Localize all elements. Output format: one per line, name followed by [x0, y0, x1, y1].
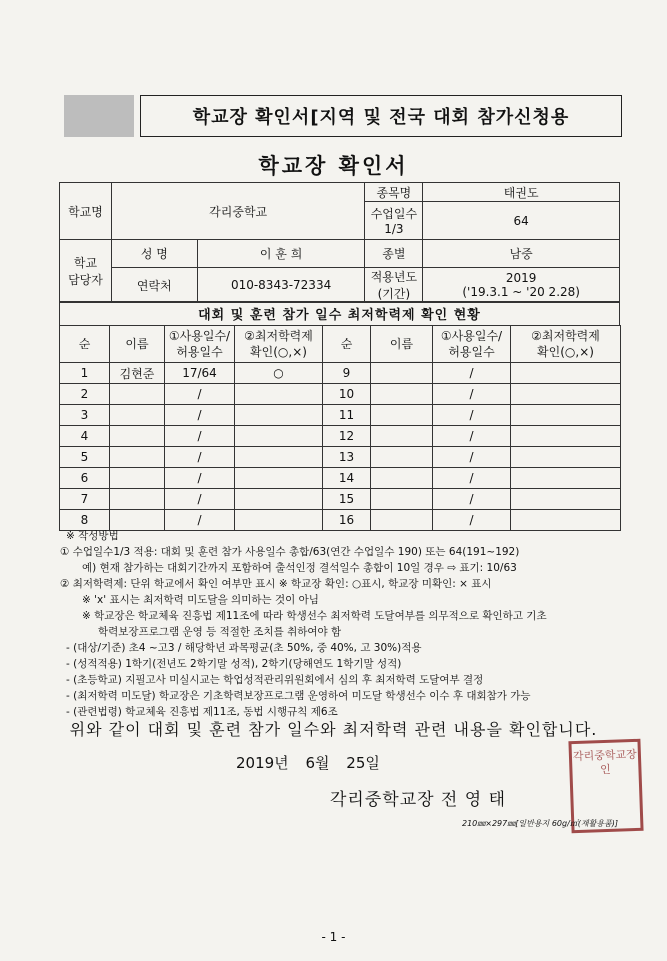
row-check: ○ — [235, 363, 323, 384]
notes-heading: ※ 작성방법 — [66, 530, 119, 542]
row-check — [235, 384, 323, 405]
row-name — [371, 384, 433, 405]
row-no: 3 — [60, 405, 110, 426]
row-days: / — [433, 510, 511, 531]
row-days: / — [165, 447, 235, 468]
note-1-example: 예) 현재 참가하는 대회기간까지 포함하여 출석인정 결석일수 총합이 10일 경우 ⇨ 표기: 10/63 — [82, 562, 517, 574]
date-month: 6월 — [305, 754, 330, 772]
row-name — [371, 405, 433, 426]
row-days: / — [433, 489, 511, 510]
header-name: 이름 — [371, 326, 433, 363]
official-seal: 각리중학교장인 — [568, 739, 643, 833]
header-min: ②최저학력제 확인(○,×) — [511, 326, 621, 363]
row-days: / — [433, 426, 511, 447]
table-row — [60, 447, 621, 468]
year-value: 2019 ('19.3.1 ~ '20 2.28) — [423, 268, 620, 303]
row-days: / — [433, 384, 511, 405]
row-check — [235, 405, 323, 426]
detail-1: - (대상/기준) 초4 ~고3 / 해당학년 과목평균(초 50%, 중 40%, 고 30%)적용 — [66, 642, 422, 654]
sport-value: 태권도 — [423, 183, 620, 202]
row-days: 17/64 — [165, 363, 235, 384]
note-2-c: 학력보장프로그램 운영 등 적절한 조치를 취하여야 함 — [98, 626, 342, 638]
row-name — [110, 405, 165, 426]
form-header — [140, 95, 622, 137]
row-check — [511, 384, 621, 405]
row-days: / — [433, 363, 511, 384]
header-days: ①사용일수/ 허용일수 — [165, 326, 235, 363]
contact-value: 010-8343-72334 — [197, 268, 365, 303]
row-name — [110, 384, 165, 405]
row-check — [511, 405, 621, 426]
table-row — [60, 489, 621, 510]
detail-3: - (초등학교) 지필고사 미실시교는 학업성적관리위원회에서 심의 후 최저학력 도달여부 결정 — [66, 674, 484, 686]
table-row — [60, 405, 621, 426]
row-no: 10 — [323, 384, 371, 405]
row-check — [511, 447, 621, 468]
row-check — [511, 363, 621, 384]
note-2: ② 최저학력제: 단위 학교에서 확인 여부만 표시 ※ 학교장 확인: ○표시, 학교장 미확인: × 표시 — [60, 578, 492, 590]
row-days: / — [433, 468, 511, 489]
header-name: 이름 — [110, 326, 165, 363]
row-no: 2 — [60, 384, 110, 405]
school-label: 학교명 — [60, 183, 112, 240]
row-days: / — [165, 384, 235, 405]
row-name — [371, 363, 433, 384]
detail-5: - (관련법령) 학교체육 진흥법 제11조, 동법 시행규칙 제6조 — [66, 706, 338, 718]
table-row — [60, 363, 621, 384]
paper-size-note: 210㎜×297㎜[일반용지 60g/㎡(재활용품)] — [462, 819, 619, 828]
principal-signature: 각리중학교장 전 영 태 — [330, 790, 507, 810]
row-no: 1 — [60, 363, 110, 384]
row-no: 6 — [60, 468, 110, 489]
gender-value: 남중 — [423, 240, 620, 268]
row-days: / — [165, 468, 235, 489]
header-min: ②최저학력제 확인(○,×) — [235, 326, 323, 363]
row-name — [110, 489, 165, 510]
row-no: 5 — [60, 447, 110, 468]
row-check — [235, 426, 323, 447]
row-no: 7 — [60, 489, 110, 510]
note-2-b: ※ 학교장은 학교체육 진흥법 제11조에 따라 학생선수 최저학력 도달여부를 의무적으로 확인하고 기초 — [82, 610, 547, 622]
row-check — [235, 489, 323, 510]
row-no: 11 — [323, 405, 371, 426]
contact-label: 연락처 — [111, 268, 197, 303]
note-1: ① 수업일수1/3 적용: 대회 및 훈련 참가 사용일수 총합/63(연간 수업일수 190) 또는 64(191~192) — [60, 546, 520, 558]
table-row — [60, 468, 621, 489]
row-no: 12 — [323, 426, 371, 447]
row-name — [110, 447, 165, 468]
note-2-a: ※ 'x' 표시는 최저학력 미도달을 의미하는 것이 아님 — [82, 594, 319, 606]
row-days: / — [165, 405, 235, 426]
writing-instructions — [60, 528, 640, 720]
gray-label-box — [64, 95, 134, 137]
row-days: / — [433, 405, 511, 426]
form-header-title: 학교장 확인서[지역 및 전국 대회 참가신청용 — [192, 107, 570, 128]
detail-2: - (성적적용) 1학기(전년도 2학기말 성적), 2학기(당해연도 1학기말 성적) — [66, 658, 402, 670]
row-name — [371, 447, 433, 468]
row-no: 9 — [323, 363, 371, 384]
table-row — [60, 384, 621, 405]
date-day: 25일 — [346, 754, 380, 772]
row-name: 김현준 — [110, 363, 165, 384]
date-year: 2019년 — [236, 754, 289, 772]
confirmation-statement: 위와 같이 대회 및 훈련 참가 일수와 최저학력 관련 내용을 확인합니다. — [69, 720, 598, 739]
row-days: / — [165, 426, 235, 447]
class-days-value: 64 — [423, 202, 620, 240]
info-table — [59, 182, 620, 303]
row-days: / — [433, 447, 511, 468]
row-check — [511, 489, 621, 510]
header-days: ①사용일수/ 허용일수 — [433, 326, 511, 363]
issue-date — [236, 752, 380, 773]
header-no: 순 — [60, 326, 110, 363]
row-days: / — [165, 489, 235, 510]
row-no: 16 — [323, 510, 371, 531]
row-name — [110, 426, 165, 447]
header-no: 순 — [323, 326, 371, 363]
table-row — [60, 426, 621, 447]
gender-label: 종별 — [365, 240, 423, 268]
row-days: / — [165, 510, 235, 531]
status-table-title: 대회 및 훈련 참가 일수 최저학력제 확인 현황 — [59, 301, 620, 325]
name-label: 성 명 — [111, 240, 197, 268]
row-no: 13 — [323, 447, 371, 468]
row-check — [511, 426, 621, 447]
row-no: 15 — [323, 489, 371, 510]
staff-label: 학교 담당자 — [60, 240, 112, 303]
name-value: 이 훈 희 — [197, 240, 365, 268]
row-name — [371, 468, 433, 489]
row-check — [235, 447, 323, 468]
row-check — [511, 468, 621, 489]
row-no: 4 — [60, 426, 110, 447]
row-no: 8 — [60, 510, 110, 531]
row-no: 14 — [323, 468, 371, 489]
row-name — [110, 468, 165, 489]
row-name — [371, 426, 433, 447]
sport-label: 종목명 — [365, 183, 423, 202]
year-label: 적용년도 (기간) — [365, 268, 423, 303]
status-table — [59, 325, 621, 531]
class-days-label: 수업일수 1/3 — [365, 202, 423, 240]
row-name — [371, 489, 433, 510]
page-title: 학교장 확인서 — [258, 154, 409, 178]
school-name: 각리중학교 — [111, 183, 365, 240]
row-check — [235, 468, 323, 489]
detail-4: - (최저학력 미도달) 학교장은 기초학력보장프로그램 운영하여 미도달 학생선수 이수 후 대회참가 가능 — [66, 690, 531, 702]
page-number: - 1 - — [321, 930, 346, 944]
